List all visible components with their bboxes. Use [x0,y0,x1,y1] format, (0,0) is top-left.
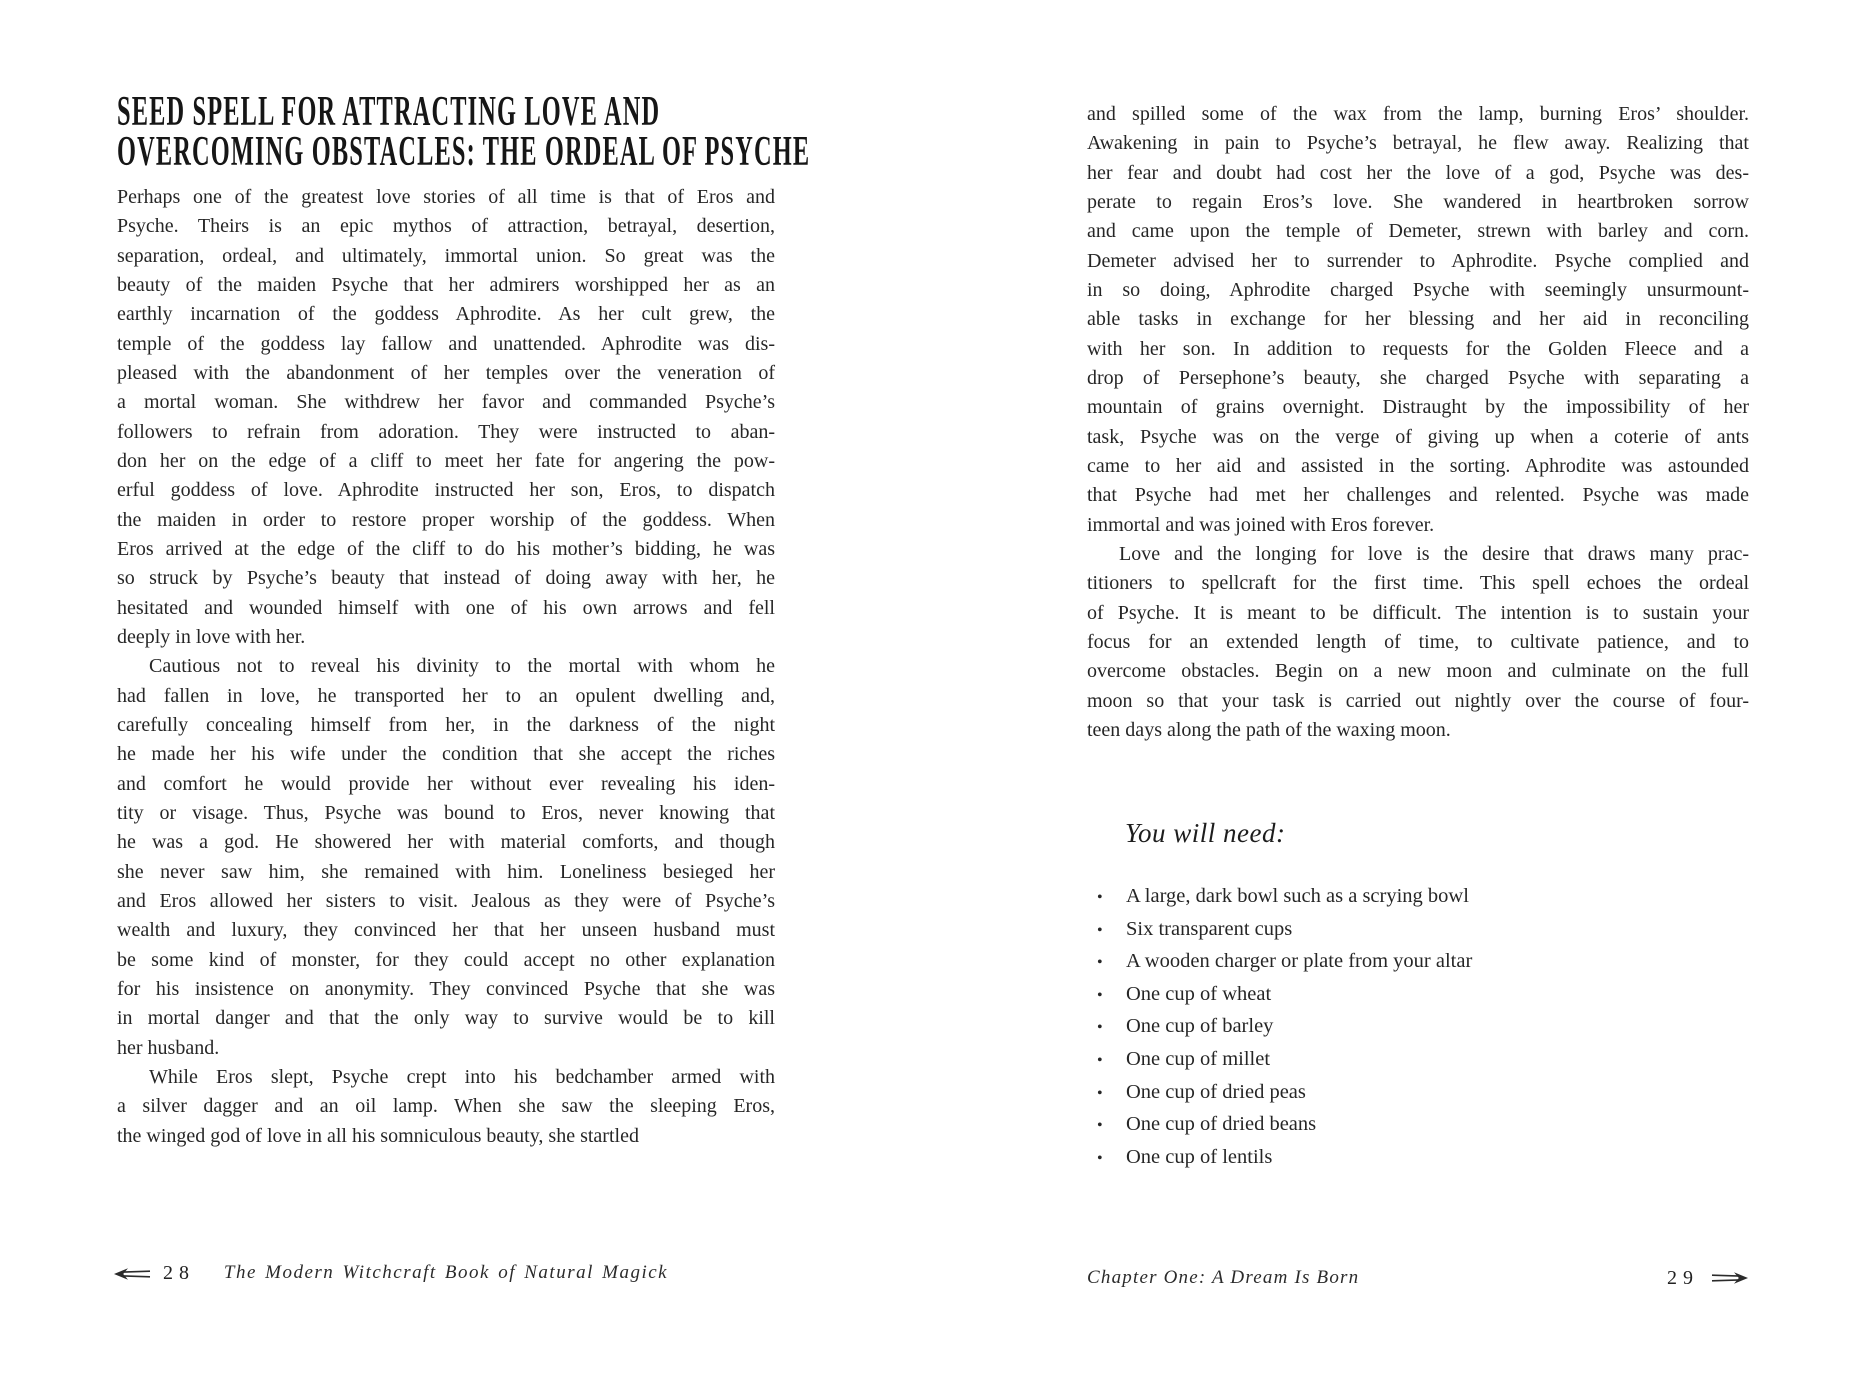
text-line: Awakening in pain to Psyche’s betrayal, he flew away. Realizing that [1087,132,1749,155]
supply-item-text: Six transparent cups [1126,917,1293,940]
chapter-title: Chapter One: A Dream Is Born [1087,1267,1360,1288]
text-line: mountain of grains overnight. Distraught by the impossibility of her [1087,396,1749,419]
supply-item [1097,914,1749,947]
text-line: she never saw him, she remained with him. Loneliness besieged her [117,860,775,883]
page-number-right: 29 [1667,1266,1699,1289]
text-line: overcome obstacles. Begin on a new moon and culminate on the full [1087,660,1749,683]
text-line: tity or visage. Thus, Psyche was bound to Eros, never knowing that [117,801,775,824]
text-line: earthly incarnation of the goddess Aphrodite. As her cult grew, the [117,303,775,326]
text-line: drop of Persephone’s beauty, she charged Psyche with separating a [1087,366,1749,389]
text-line: in so doing, Aphrodite charged Psyche with seemingly unsurmount- [1087,278,1749,301]
text-line: and Eros allowed her sisters to visit. Jealous as they were of Psyche’s [117,889,775,912]
right-folio-group [1667,1267,1749,1290]
text-line: and spilled some of the wax from the lamp, burning Eros’ shoulder. [1087,103,1749,125]
text-line: the maiden in order to restore proper worship of the goddess. When [117,508,775,531]
page-number-left: 28 [163,1262,195,1284]
text-line: carefully concealing himself from her, in the darkness of the night [117,713,775,736]
left-column-text [117,183,775,1151]
paragraph [1087,100,1749,540]
text-line: able tasks in exchange for her blessing and her aid in reconciling [1087,308,1749,331]
supply-item-text: One cup of barley [1126,1015,1274,1038]
supply-item [1097,1077,1749,1110]
text-line: he made her his wife under the condition that she accept the riches [117,743,775,766]
text-line: with her son. In addition to requests for the Golden Fleece and a [1087,337,1749,360]
right-footer [1087,1260,1749,1296]
left-footer [117,1260,775,1296]
bullet-icon: • [1097,889,1103,906]
supply-item [1097,1011,1749,1044]
text-line: focus for an extended length of time, to cultivate patience, and to [1087,630,1749,653]
text-line: and comfort he would provide her without ever revealing his iden- [117,772,775,795]
paragraph [117,183,775,652]
text-line: moon so that your task is carried out nightly over the course of four- [1087,689,1749,712]
text-line: in mortal danger and that the only way to survive would be to kill [117,1007,775,1030]
bullet-icon: • [1097,1084,1103,1102]
book-title: The Modern Witchcraft Book of Natural Magick [223,1262,669,1283]
text-line: pleased with the abandonment of her temples over the veneration of [117,361,775,384]
supply-item-text: One cup of dried peas [1126,1080,1306,1103]
text-line: came to her aid and assisted in the sorting. Aphrodite was astounded [1087,454,1749,477]
section-title [117,89,813,176]
section-title-line-1: SEED SPELL FOR ATTRACTING LOVE AND [117,89,661,136]
text-line: erful goddess of love. Aphrodite instructed her son, Eros, to dispatch [117,479,775,502]
supply-item-text: A large, dark bowl such as a scrying bowl [1126,885,1469,907]
text-line: task, Psyche was on the verge of giving up when a coterie of ants [1087,425,1749,448]
supply-item [1097,1109,1749,1142]
text-line: a silver dagger and an oil lamp. When she saw the sleeping Eros, [117,1095,775,1118]
text-line: wealth and luxury, they convinced her that her unseen husband must [117,919,775,942]
supplies-list [1087,881,1749,1174]
text-line: Cautious not to reveal his divinity to the mortal with whom he [149,655,775,678]
text-line: temple of the goddess lay fallow and unattended. Aphrodite was dis- [117,332,775,355]
text-line: Demeter advised her to surrender to Aphrodite. Psyche complied and [1087,249,1749,272]
text-line: teen days along the path of the waxing moon. [1087,718,1451,741]
paragraph [117,1063,775,1151]
supply-item-text: One cup of millet [1126,1047,1271,1070]
bullet-icon: • [1097,1117,1103,1135]
paragraph [117,652,775,1063]
text-line: Love and the longing for love is the desire that draws many prac- [1119,542,1749,565]
supply-item [1097,881,1749,914]
supplies-heading: You will need: [1125,818,1286,848]
text-line: had fallen in love, he transported her to an opulent dwelling and, [117,684,775,707]
text-line: that Psyche had met her challenges and relented. Psyche was made [1087,484,1749,507]
text-line: a mortal woman. She withdrew her favor and commanded Psyche’s [117,391,775,414]
section-title-line-2: OVERCOMING OBSTACLES: THE ORDEAL OF PSYCHE [117,129,811,176]
supply-item-text: A wooden charger or plate from your altar [1126,950,1473,973]
bullet-icon: • [1097,1149,1103,1167]
text-line: don her on the edge of a cliff to meet her fate for angering the pow- [117,449,775,472]
arrow-ornament-right-icon [1711,1271,1749,1285]
text-line: While Eros slept, Psyche crept into his bedchamber armed with [149,1065,775,1088]
supply-item [1097,946,1749,979]
supply-item [1097,1142,1749,1175]
text-line: for his insistence on anonymity. They convinced Psyche that she was [117,977,775,1000]
supplies-section [1087,818,1749,1174]
text-line: deeply in love with her. [117,625,306,648]
text-line: be some kind of monster, for they could accept no other explanation [117,948,775,971]
text-line: separation, ordeal, and ultimately, immortal union. So great was the [117,244,775,267]
text-line: beauty of the maiden Psyche that her admirers worshipped her as an [117,273,775,296]
bullet-icon: • [1097,986,1103,1004]
bullet-icon: • [1097,1051,1103,1069]
paragraph [1087,540,1749,745]
text-line: Eros arrived at the edge of the cliff to do his mother’s bidding, he was [117,537,775,560]
supply-item [1097,979,1749,1012]
text-line: her husband. [117,1036,220,1059]
text-line: so struck by Psyche’s beauty that instead of doing away with her, he [117,567,775,590]
supply-item-text: One cup of lentils [1126,1145,1273,1168]
text-line: of Psyche. It is meant to be difficult. The intention is to sustain your [1087,601,1749,624]
supply-item-text: One cup of wheat [1126,982,1272,1005]
text-line: and came upon the temple of Demeter, strewn with barley and corn. [1087,220,1749,243]
text-line: Perhaps one of the greatest love stories of all time is that of Eros and [117,186,775,208]
text-line: hesitated and wounded himself with one of his own arrows and fell [117,596,775,619]
supply-item [1097,1044,1749,1077]
text-line: immortal and was joined with Eros forever. [1087,513,1435,536]
supply-item-text: One cup of dried beans [1126,1113,1317,1136]
text-line: he was a god. He showered her with material comforts, and though [117,831,775,854]
text-line: followers to refrain from adoration. They were instructed to aban- [117,420,775,443]
bullet-icon: • [1097,954,1103,972]
text-line: perate to regain Eros’s love. She wandered in heartbroken sorrow [1087,190,1749,213]
bullet-icon: • [1097,1019,1103,1037]
text-line: the winged god of love in all his somniculous beauty, she startled [117,1124,639,1147]
right-column-text [1087,100,1749,745]
text-line: titioners to spellcraft for the first time. This spell echoes the ordeal [1087,572,1749,595]
text-line: her fear and doubt had cost her the love of a god, Psyche was des- [1087,161,1749,184]
text-line: Psyche. Theirs is an epic mythos of attraction, betrayal, desertion, [117,215,775,238]
bullet-icon: • [1097,921,1103,939]
